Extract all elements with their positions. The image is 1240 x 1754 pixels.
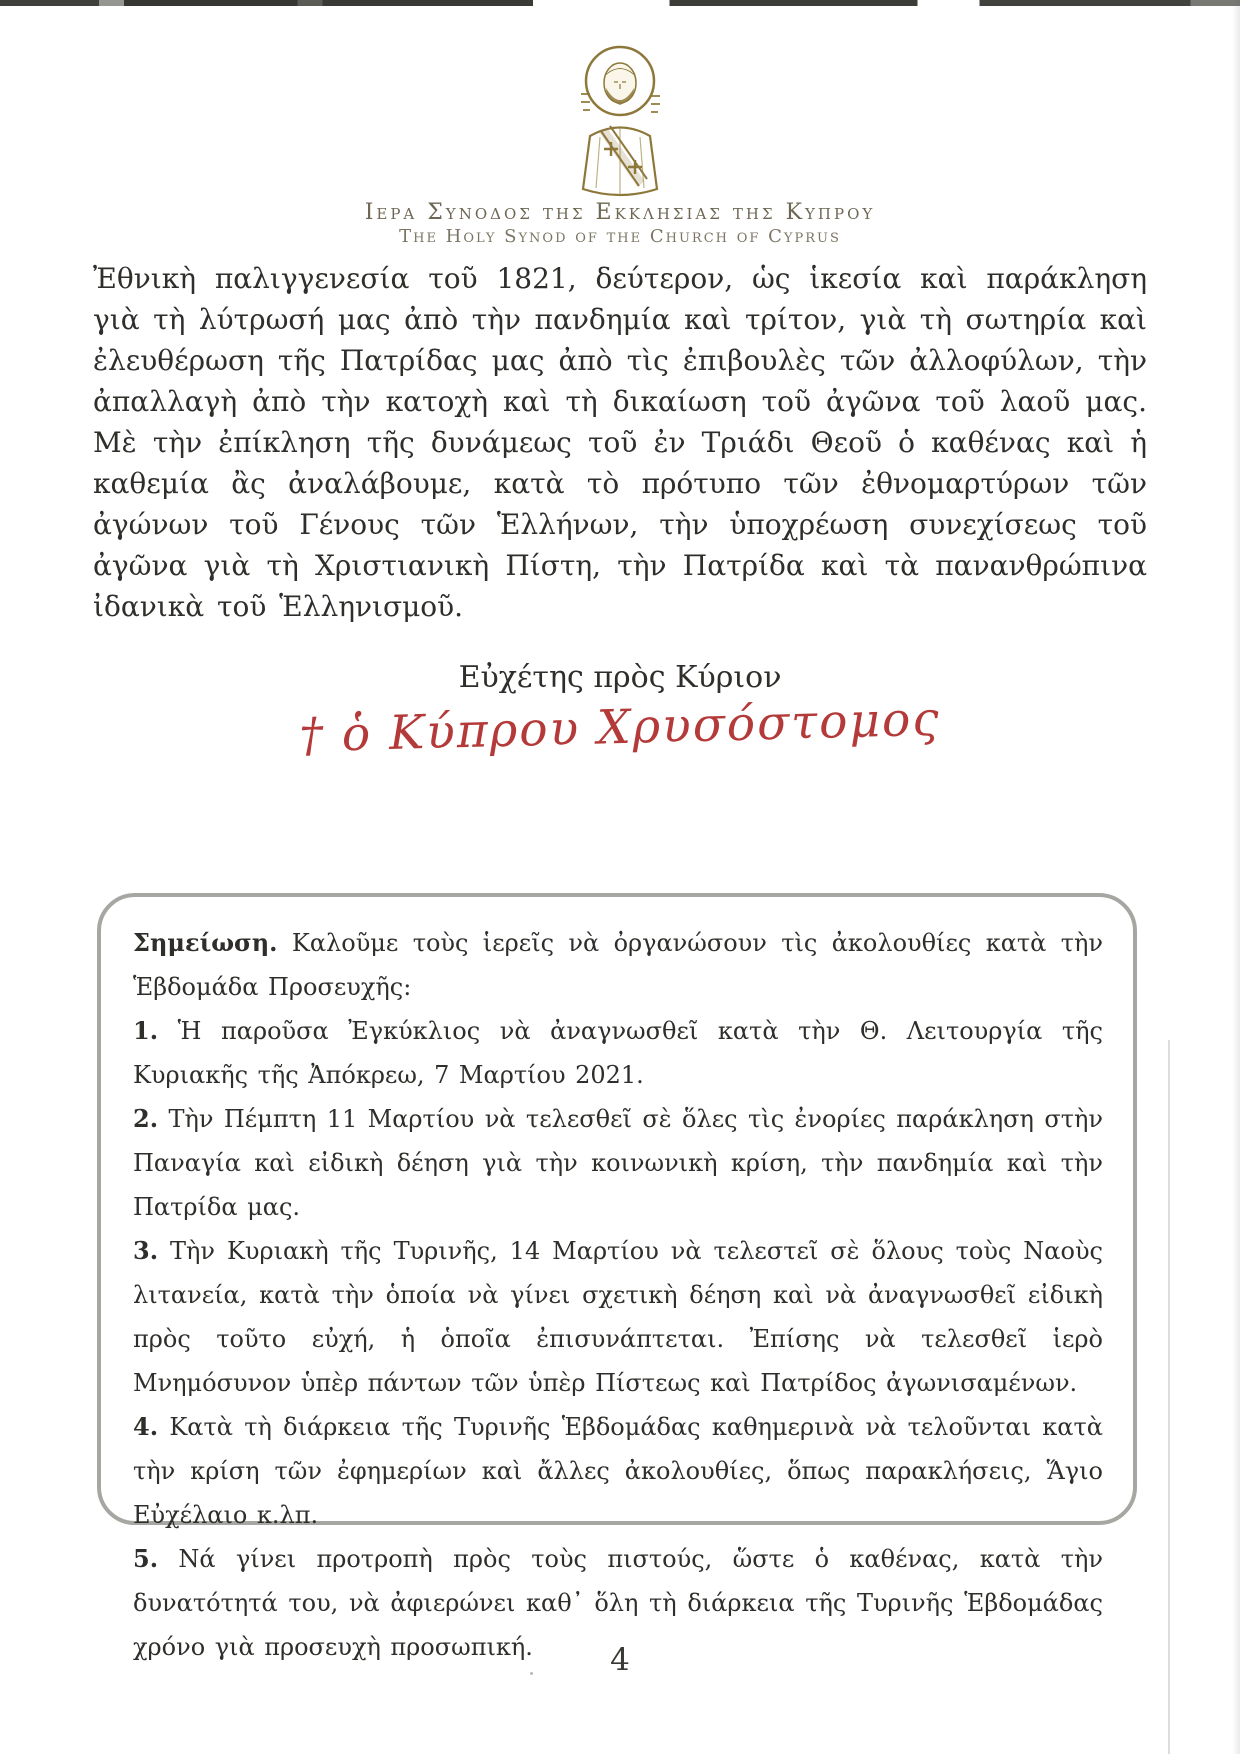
note-item-3-number: 3. bbox=[133, 1236, 159, 1265]
note-item-5-number: 5. bbox=[133, 1544, 159, 1573]
note-item-3-text: Τὴν Κυριακὴ τῆς Τυρινῆς, 14 Μαρτίου νὰ τελεστεῖ σὲ ὅλους τοὺς Ναοὺς λιτανεία, κατὰ τὴν ὁποία νὰ γίνει σχετικὴ δέηση καὶ νὰ ἀναγνωσθεῖ εἰδικὴ πρὸς τοῦτο εὐχή, ἡ ὁποῖα ἐπισυνάπτεται. Ἐπίσης νὰ τελεσθεῖ ἱερὸ Μνημόσυνον ὑπὲρ πάντων τῶν ὑπὲρ Πίστεως καὶ Πατρίδος ἀγωνισαμένων. bbox=[133, 1237, 1103, 1397]
note-item-1-text: Ἡ παροῦσα Ἐγκύκλιος νὰ ἀναγνωσθεῖ κατὰ τὴν Θ. Λειτουργία τῆς Κυριακῆς τῆς Ἀπόκρεω, 7 Μαρτίου 2021. bbox=[133, 1017, 1103, 1089]
saint-barnabas-emblem-icon bbox=[545, 36, 695, 208]
page-number: 4 bbox=[610, 1642, 630, 1678]
note-item-2-number: 2. bbox=[133, 1104, 159, 1133]
scan-dot-artifact bbox=[530, 1672, 533, 1675]
org-title-english: The Holy Synod of the Church of Cyprus bbox=[399, 226, 841, 247]
note-box bbox=[97, 893, 1137, 1661]
note-item-4-number: 4. bbox=[133, 1412, 159, 1441]
note-item-5-text: Νά γίνει προτροπὴ πρὸς τοὺς πιστούς, ὥστε ὁ καθένας, κατὰ τὴν δυνατότητά του, νὰ ἀφιερώνει καθ᾽ ὅλη τὴ διάρκεια τῆς Τυρινῆς Ἑβδομάδας χρόνο γιὰ προσευχὴ προσωπική. bbox=[133, 1545, 1103, 1661]
note-item-4 bbox=[133, 1405, 1103, 1537]
body-paragraph: Ἐθνικὴ παλιγγενεσία τοῦ 1821, δεύτερον, ὡς ἱκεσία καὶ παράκληση γιὰ τὴ λύτρωσή μας ἀπὸ τὴν πανδημία καὶ τρίτον, γιὰ τὴ σωτηρία καὶ ἐλευθέρωση τῆς Πατρίδας μας ἀπὸ τὶς ἐπιβουλὲς τῶν ἀλλοφύλων, τὴν ἀπαλλαγὴ ἀπὸ τὴν κατοχὴ καὶ τὴ δικαίωση τοῦ ἀγῶνα τοῦ λαοῦ μας. Μὲ τὴν ἐπίκληση τῆς δυνάμεως τοῦ ἐν Τριάδι Θεοῦ ὁ καθένας καὶ ἡ καθεμία ἂς ἀναλάβουμε, κατὰ τὸ πρότυπο τῶν ἐθνομαρτύρων τῶν ἀγώνων τοῦ Γένους τῶν Ἑλλήνων, τὴν ὑποχρέωση συνεχίσεως τοῦ ἀγῶνα γιὰ τὴ Χριστιανικὴ Πίστη, τὴν Πατρίδα καὶ τὰ πανανθρώπινα ἰδανικὰ τοῦ Ἑλληνισμοῦ. bbox=[93, 262, 1147, 623]
note-item-3 bbox=[133, 1229, 1103, 1405]
scanner-edge-artifact bbox=[0, 0, 1240, 6]
page-edge-shadow bbox=[1232, 0, 1240, 1754]
note-item-2 bbox=[133, 1097, 1103, 1229]
note-intro-text: Καλοῦμε τοὺς ἱερεῖς νὰ ὀργανώσουν τὶς ἀκολουθίες κατὰ τὴν Ἑβδομάδα Προσευχῆς: bbox=[133, 929, 1103, 1001]
note-item-1 bbox=[133, 1009, 1103, 1097]
note-item-4-text: Κατὰ τὴ διάρκεια τῆς Τυρινῆς Ἑβδομάδας καθημερινὰ νὰ τελοῦνται κατὰ τὴν κρίση τῶν ἐφημερίων καὶ ἄλλες ἀκολουθίες, ὅπως παρακλήσεις, Ἅγιο Εὐχέλαιο κ.λπ. bbox=[133, 1413, 1103, 1529]
org-title-greek: Ιερα Συνοδος της Εκκλησιας της Κυπρου bbox=[364, 200, 876, 225]
note-intro bbox=[133, 921, 1103, 1009]
closing-salutation: Εὐχέτης πρὸς Κύριον bbox=[458, 660, 782, 695]
note-label: Σημείωση. bbox=[133, 928, 278, 957]
note-item-2-text: Τὴν Πέμπτη 11 Μαρτίου νὰ τελεσθεῖ σὲ ὅλες τὶς ἐνορίες παράκληση στὴν Παναγία καὶ εἰδικὴ δέηση γιὰ τὴν κοινωνικὴ κρίση, τὴν πανδημία καὶ τὴν Πατρίδα μας. bbox=[133, 1105, 1103, 1221]
archbishop-signature: † ὁ Κύπρου Χρυσόστομος bbox=[298, 691, 942, 764]
note-item-1-number: 1. bbox=[133, 1016, 159, 1045]
